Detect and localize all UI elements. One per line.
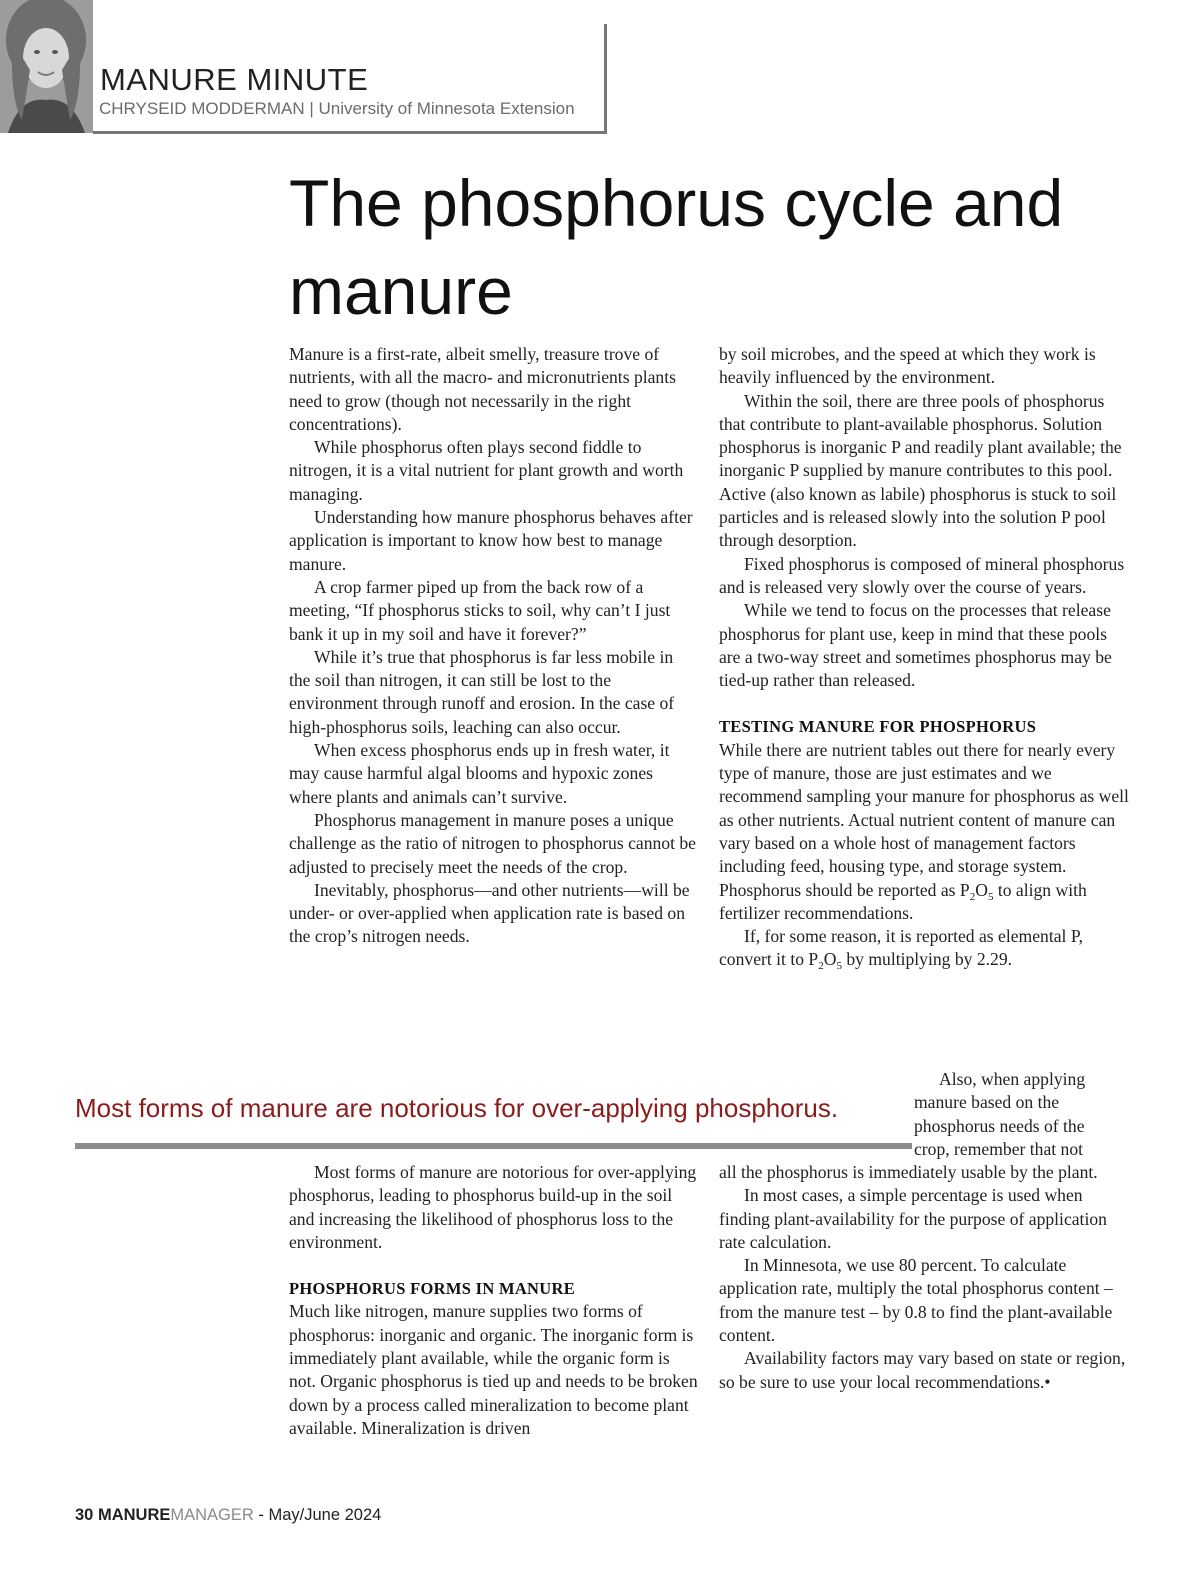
byline: CHRYSEID MODDERMAN | University of Minnesota Extension [99, 99, 575, 118]
paragraph [719, 739, 1129, 925]
author-photo [0, 0, 93, 133]
paragraph: by soil microbes, and the speed at which they work is heavily influenced by the environment. [719, 344, 1096, 388]
paragraph: all the phosphorus is immediately usable by the plant. [719, 1162, 1098, 1182]
text-line: manure based on the [914, 1092, 1060, 1113]
text-line: Also, when applying [939, 1069, 1086, 1089]
page-number: 30 [75, 1506, 94, 1524]
spacer [289, 1254, 699, 1277]
paragraph: In Minnesota, we use 80 percent. To calculate application rate, multiply the total phosphorus content – from the manure test – by 0.8 to find the plant-available content. [719, 1255, 1113, 1346]
paragraph: Availability factors may vary based on state or region, so be sure to use your local recommendations.• [719, 1348, 1126, 1392]
paragraph-text: to align with fertilizer recommendations. [719, 879, 1087, 923]
paragraph-text: If, for some reason, it is reported as elemental P, convert it to [719, 926, 1084, 970]
paragraph: Understanding how manure phosphorus behaves after application is important to know how best to manage manure. [289, 507, 693, 574]
paragraph-text: by multiplying by 2.29. [846, 949, 1013, 970]
text-line: crop, remember that not [914, 1138, 1084, 1159]
paragraph: Most forms of manure are notorious for over-applying phosphorus, leading to phosphorus build-up in the soil and increasing the likelihood of phosphorus loss to the environment. [289, 1162, 697, 1252]
pull-quote: Most forms of manure are notorious for over-applying phosphorus. [75, 1093, 839, 1123]
paragraph: Fixed phosphorus is composed of mineral phosphorus and is released very slowly over the course of years. [719, 553, 1125, 597]
section-heading-forms: PHOSPHORUS FORMS IN MANURE [289, 1279, 576, 1299]
paragraph: While phosphorus often plays second fiddle to nitrogen, it is a vital nutrient for plant growth and worth managing. [289, 437, 684, 504]
column-2-bottom [719, 1161, 1129, 1394]
paragraph: While we tend to focus on the processes that release phosphorus for plant use, keep in mind that these pools are a two-way street and sometimes phosphorus may be tied-up rather than released. [719, 600, 1112, 691]
spacer [719, 692, 1129, 715]
column-1-top [289, 343, 699, 949]
paragraph: When excess phosphorus ends up in fresh water, it may cause harmful algal blooms and hypoxic zones where plants and animals can’t survive. [289, 740, 670, 807]
p2o5-formula: $P_2O_5$ [959, 879, 994, 903]
paragraph: In most cases, a simple percentage is used when finding plant-availability for the purpose of application rate calculation. [719, 1185, 1107, 1252]
paragraph: Within the soil, there are three pools of phosphorus that contribute to plant-available phosphorus. Solution phosphorus is inorganic P and readily plant available; the inorganic P supplied by manure contributes to this pool. Active (also known as labile) phosphorus is stuck to soil particles and is released slowly into the solution P pool through desorption. [719, 390, 1122, 551]
header-rule-vertical [604, 24, 607, 134]
paragraph: Manure is a first-rate, albeit smelly, treasure trove of nutrients, with all the macro- and micronutrients plants need to grow (though not necessarily in the right concentrations). [289, 344, 676, 434]
paragraph: Inevitably, phosphorus—and other nutrients—will be under- or over-applied when application rate is based on the crop’s nitrogen needs. [289, 879, 690, 947]
column-1-bottom [289, 1161, 699, 1440]
p2o5-formula: $P_2O_5$ [808, 949, 842, 973]
paragraph: Phosphorus management in manure poses a unique challenge as the ratio of nitrogen to phosphorus cannot be adjusted to precisely meet the needs of the crop. [289, 809, 696, 877]
author-portrait-icon [0, 0, 93, 133]
paragraph: Much like nitrogen, manure supplies two forms of phosphorus: inorganic and organic. The inorganic form is immediately plant available, while the organic form is not. Organic phosphorus is tied up and needs to be broken down by a process called mineralization to become plant available. Mineralization is driven [289, 1301, 698, 1438]
magazine-name-light: MANAGER [170, 1506, 254, 1524]
wrapped-text [914, 1068, 1124, 1161]
pull-quote-rule [75, 1143, 912, 1149]
page-footer [75, 1506, 381, 1525]
paragraph-text: While there are nutrient tables out there for nearly every type of manure, those are just estimates and we recommend sampling your manure for phosphorus as well as other nutrients. Actual nutrient content of manure can vary based on a whole host of management factors including feed, housing type, and storage system. Phosphorus should be reported as [719, 739, 1129, 900]
column-name: MANURE MINUTE [100, 62, 369, 97]
paragraph: While it’s true that phosphorus is far less mobile in the soil than nitrogen, it can still be lost to the environment through runoff and erosion. In the case of high-phosphorus soils, leaching can also occur. [289, 646, 675, 737]
magazine-name-bold: MANURE [97, 1506, 171, 1524]
text-line: phosphorus needs of the [914, 1115, 1085, 1136]
article-headline: The phosphorus cycle and manure [289, 166, 1064, 328]
column-2-top [719, 343, 1129, 972]
issue-date: - May/June 2024 [258, 1506, 382, 1524]
paragraph [719, 925, 1129, 972]
paragraph: A crop farmer piped up from the back row of a meeting, “If phosphorus sticks to soil, why can’t I just bank it up in my soil and have it forever?” [289, 576, 671, 644]
section-heading-testing: TESTING MANURE FOR PHOSPHORUS [719, 717, 1037, 737]
header-rule-horizontal [93, 131, 607, 134]
